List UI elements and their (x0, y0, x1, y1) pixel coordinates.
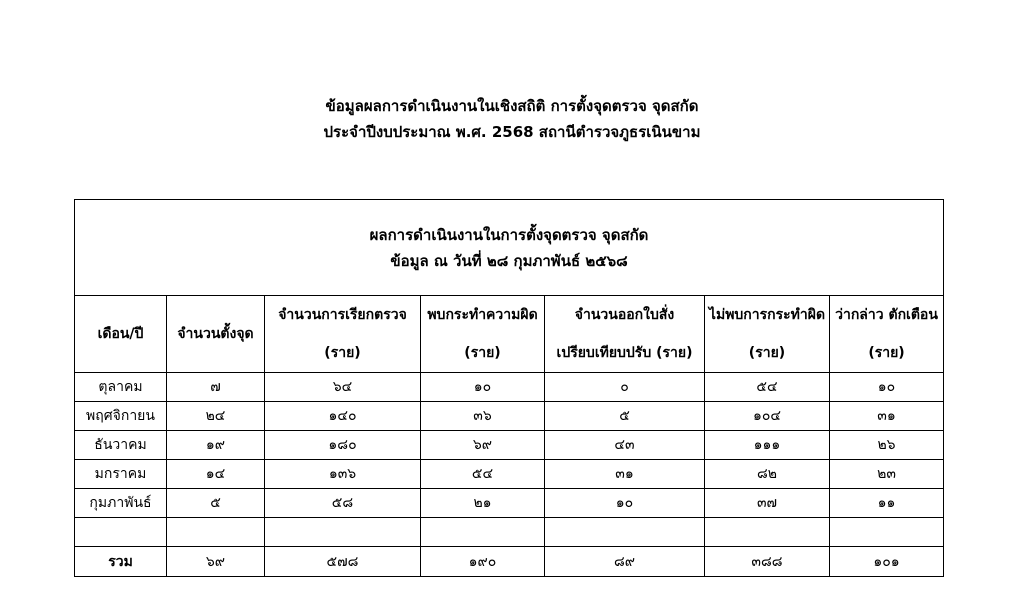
header-warnings-label: ว่ากล่าว ตักเตือน (835, 307, 938, 323)
header-row (75, 296, 944, 373)
blank-cell (705, 518, 830, 547)
report-table (74, 199, 944, 577)
header-offenses (421, 296, 545, 373)
blank-cell (545, 518, 705, 547)
table-row (75, 402, 944, 431)
header-month-label: เดือน/ปี (97, 326, 144, 342)
cell-warnings: ๓๑ (830, 402, 944, 431)
header-inspections-label: จำนวนการเรียกตรวจ (278, 307, 407, 323)
header-inspections (265, 296, 421, 373)
cell-tickets: ๓๑ (545, 460, 705, 489)
cell-no-offense: ๑๐๔ (705, 402, 830, 431)
document-title-line2: ประจำปีงบประมาณ พ.ศ. 2568 สถานีตำรวจภูธรเนินขาม (323, 123, 701, 141)
blank-cell (167, 518, 265, 547)
cell-tickets: ๐ (545, 373, 705, 402)
cell-warnings: ๒๖ (830, 431, 944, 460)
header-tickets (545, 296, 705, 373)
cell-checkpoints: ๕ (167, 489, 265, 518)
total-no-offense: ๓๘๘ (705, 547, 830, 577)
header-no-offense-label: ไม่พบการกระทำผิด (708, 307, 826, 323)
cell-month: ตุลาคม (75, 373, 167, 402)
cell-month: พฤศจิกายน (75, 402, 167, 431)
total-warnings: ๑๐๑ (830, 547, 944, 577)
cell-checkpoints: ๑๔ (167, 460, 265, 489)
table-banner (75, 200, 944, 296)
cell-warnings: ๒๓ (830, 460, 944, 489)
banner-line2: ข้อมูล ณ วันที่ ๒๘ กุมภาพันธ์ ๒๕๖๘ (390, 251, 628, 270)
cell-checkpoints: ๗ (167, 373, 265, 402)
cell-warnings: ๑๑ (830, 489, 944, 518)
header-warnings (830, 296, 944, 373)
total-inspections: ๕๗๘ (265, 547, 421, 577)
header-tickets-label: จำนวนออกใบสั่ง (574, 307, 675, 323)
header-no-offense-unit: (ราย) (748, 345, 786, 361)
cell-offenses: ๒๑ (421, 489, 545, 518)
total-offenses: ๑๙๐ (421, 547, 545, 577)
header-warnings-unit: (ราย) (868, 345, 905, 361)
blank-cell (265, 518, 421, 547)
cell-no-offense: ๕๔ (705, 373, 830, 402)
banner-row (75, 200, 944, 296)
total-label: รวม (75, 547, 167, 577)
total-row (75, 547, 944, 577)
header-month (75, 296, 167, 373)
total-tickets: ๘๙ (545, 547, 705, 577)
cell-offenses: ๓๖ (421, 402, 545, 431)
header-checkpoints-label: จำนวนตั้งจุด (177, 326, 254, 342)
cell-inspections: ๖๔ (265, 373, 421, 402)
header-checkpoints (167, 296, 265, 373)
header-inspections-unit: (ราย) (324, 345, 361, 361)
blank-row (75, 518, 944, 547)
cell-inspections: ๑๓๖ (265, 460, 421, 489)
cell-checkpoints: ๑๙ (167, 431, 265, 460)
blank-cell (75, 518, 167, 547)
table-row (75, 373, 944, 402)
cell-offenses: ๑๐ (421, 373, 545, 402)
cell-inspections: ๑๔๐ (265, 402, 421, 431)
cell-warnings: ๑๐ (830, 373, 944, 402)
cell-tickets: ๔๓ (545, 431, 705, 460)
cell-no-offense: ๑๑๑ (705, 431, 830, 460)
header-tickets-unit: เปรียบเทียบปรับ (ราย) (556, 345, 693, 361)
blank-cell (421, 518, 545, 547)
cell-checkpoints: ๒๔ (167, 402, 265, 431)
table-row (75, 431, 944, 460)
blank-cell (830, 518, 944, 547)
cell-no-offense: ๓๗ (705, 489, 830, 518)
cell-month: กุมภาพันธ์ (75, 489, 167, 518)
cell-tickets: ๕ (545, 402, 705, 431)
cell-month: มกราคม (75, 460, 167, 489)
document-title-line1: ข้อมูลผลการดำเนินงานในเชิงสถิติ การตั้งจุดตรวจ จุดสกัด (325, 97, 699, 115)
table-row (75, 489, 944, 518)
cell-inspections: ๑๘๐ (265, 431, 421, 460)
header-offenses-unit: (ราย) (464, 345, 501, 361)
cell-offenses: ๖๙ (421, 431, 545, 460)
header-no-offense (705, 296, 830, 373)
cell-inspections: ๕๘ (265, 489, 421, 518)
cell-month: ธันวาคม (75, 431, 167, 460)
cell-offenses: ๕๔ (421, 460, 545, 489)
cell-no-offense: ๘๒ (705, 460, 830, 489)
header-offenses-label: พบกระทำความผิด (427, 307, 538, 323)
cell-tickets: ๑๐ (545, 489, 705, 518)
banner-line1: ผลการดำเนินงานในการตั้งจุดตรวจ จุดสกัด (369, 225, 649, 244)
table-row (75, 460, 944, 489)
total-checkpoints: ๖๙ (167, 547, 265, 577)
